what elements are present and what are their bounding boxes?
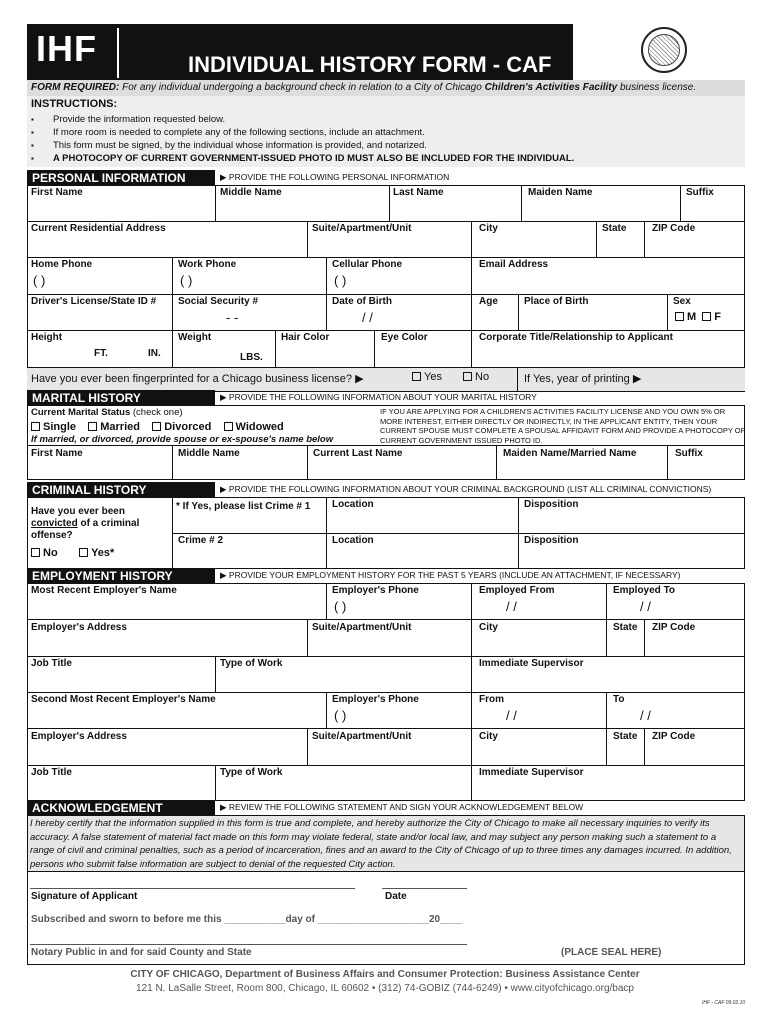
spouse-middle-name-label: Middle Name bbox=[178, 448, 240, 459]
ssn-hint: - - bbox=[226, 310, 239, 325]
crime-1-label: * If Yes, please list Crime # 1 bbox=[176, 501, 311, 512]
recent-employer-label: Most Recent Employer's Name bbox=[31, 585, 177, 596]
hair-color-label: Hair Color bbox=[281, 332, 330, 343]
acknowledgement-section-heading: ACKNOWLEDGEMENT bbox=[27, 800, 215, 815]
ssn-label: Social Security # bbox=[178, 296, 259, 307]
spouse-suffix-label: Suffix bbox=[675, 448, 703, 459]
conviction-no-text: No bbox=[43, 547, 58, 559]
logo-divider bbox=[117, 28, 119, 78]
fingerprint-yes-text: Yes bbox=[424, 371, 442, 383]
spouse-first-name-label: First Name bbox=[31, 448, 83, 459]
personal-section-note: ▶ PROVIDE THE FOLLOWING PERSONAL INFORMATION bbox=[220, 172, 450, 182]
caf-note-line: IF YOU ARE APPLYING FOR A CHILDREN'S ACTIVITIES FACILITY LICENSE AND YOU OWN 5% OR bbox=[380, 407, 726, 416]
crime-1-disposition-label: Disposition bbox=[524, 499, 579, 510]
acknowledgement-section-note: ▶ REVIEW THE FOLLOWING STATEMENT AND SIGN YOUR ACKNOWLEDGEMENT BELOW bbox=[220, 802, 584, 812]
date-label: Date bbox=[385, 891, 407, 902]
employed-to-label: Employed To bbox=[613, 585, 676, 596]
fingerprint-yes-checkbox[interactable] bbox=[412, 372, 421, 381]
conviction-question-line: offense? bbox=[31, 530, 73, 541]
marital-section-note: ▶ PROVIDE THE FOLLOWING INFORMATION ABOUT YOUR MARITAL HISTORY bbox=[220, 392, 537, 402]
second-from-hint: / / bbox=[506, 708, 517, 723]
widowed-text: Widowed bbox=[235, 421, 284, 433]
cell-phone-label: Cellular Phone bbox=[332, 259, 403, 270]
form-title: INDIVIDUAL HISTORY FORM - CAF bbox=[188, 52, 552, 77]
fingerprint-no-text: No bbox=[475, 371, 490, 383]
height-label: Height bbox=[31, 332, 63, 343]
single-checkbox[interactable] bbox=[31, 422, 40, 431]
married-text: Married bbox=[100, 421, 140, 433]
second-employer-suite-label: Suite/Apartment/Unit bbox=[312, 731, 412, 742]
sex-f-text: F bbox=[714, 311, 722, 323]
second-from-label: From bbox=[479, 694, 504, 705]
ihf-logo: IHF bbox=[36, 28, 97, 69]
employer-phone-hint: ( ) bbox=[334, 599, 347, 614]
second-employer-zip-label: ZIP Code bbox=[652, 731, 696, 742]
conviction-question-underlined: convicted bbox=[31, 518, 78, 529]
acknowledgement-text: I hereby certify that the information supplied in this form is true and complete, and hereby authorize the City of Chicago to make all necessary inquiries to verify its accuracy. A false statement of material fact made on this form may violate federal, state and/or local law, and may subject any person making such a statement to a range of civil and criminal penalties, such as a period of incarceration, fines and an award to the City of Chicago of up to three times any damages incurred. In addition, persons who submit false information are subject to denial of the requested City action. bbox=[30, 818, 732, 870]
inches-label: IN. bbox=[148, 348, 161, 359]
date-line[interactable] bbox=[382, 888, 467, 889]
state-label: State bbox=[602, 223, 627, 234]
dob-hint: / / bbox=[362, 310, 373, 325]
employer-state-label: State bbox=[613, 622, 638, 633]
marital-status-hint: (check one) bbox=[132, 407, 183, 418]
fingerprint-year-question: If Yes, year of printing ▶ bbox=[524, 373, 642, 385]
conviction-yes-text: Yes* bbox=[91, 547, 115, 559]
place-seal-label: (PLACE SEAL HERE) bbox=[561, 947, 662, 958]
fingerprint-no-option[interactable] bbox=[463, 371, 489, 383]
second-employer-address-label: Employer's Address bbox=[31, 731, 127, 742]
maiden-name-label: Maiden Name bbox=[528, 187, 593, 198]
instruction-item: ▪ This form must be signed, by the individual whose information is provided, and notarized. bbox=[31, 139, 574, 152]
place-of-birth-label: Place of Birth bbox=[524, 296, 589, 307]
pounds-label: LBS. bbox=[240, 352, 263, 363]
last-name-label: Last Name bbox=[393, 187, 444, 198]
employed-from-label: Employed From bbox=[479, 585, 555, 596]
license-label: Driver's License/State ID # bbox=[31, 296, 157, 307]
single-text: Single bbox=[43, 421, 77, 433]
footer-department: CITY OF CHICAGO, Department of Business Affairs and Consumer Protection: Business Assistance Center bbox=[130, 969, 640, 980]
fingerprint-no-checkbox[interactable] bbox=[463, 372, 472, 381]
supervisor-label: Immediate Supervisor bbox=[479, 658, 584, 669]
second-job-title-label: Job Title bbox=[31, 767, 72, 778]
notary-label: Notary Public in and for said County and State bbox=[31, 947, 252, 958]
home-phone-hint: ( ) bbox=[33, 273, 46, 288]
crime-2-disposition-label: Disposition bbox=[524, 535, 579, 546]
second-type-of-work-label: Type of Work bbox=[220, 767, 283, 778]
cell-phone-hint: ( ) bbox=[334, 273, 347, 288]
instructions-panel bbox=[27, 96, 745, 167]
divorced-checkbox[interactable] bbox=[152, 422, 161, 431]
suite-label: Suite/Apartment/Unit bbox=[312, 223, 412, 234]
crime-1-location-label: Location bbox=[332, 499, 374, 510]
employer-zip-label: ZIP Code bbox=[652, 622, 696, 633]
form-required-text: For any individual undergoing a background check in relation to a City of Chicago bbox=[122, 82, 482, 93]
spouse-maiden-name-label: Maiden Name/Married Name bbox=[503, 448, 637, 459]
caf-note-line: CURRENT SPOUSE MUST COMPLETE A SPOUSAL AFFIDAVIT FORM AND PROVIDE A PHOTOCOPY OF bbox=[380, 426, 746, 435]
form-required-tail: business license. bbox=[619, 82, 697, 93]
notary-line[interactable] bbox=[30, 944, 467, 945]
marital-section-heading: MARITAL HISTORY bbox=[27, 390, 215, 405]
instructions-heading: INSTRUCTIONS: bbox=[31, 98, 118, 110]
marital-status-label bbox=[31, 407, 183, 418]
employment-section-heading: EMPLOYMENT HISTORY bbox=[27, 568, 215, 583]
marital-status-text: Current Marital Status bbox=[31, 407, 131, 418]
eye-color-label: Eye Color bbox=[381, 332, 428, 343]
second-employer-phone-hint: ( ) bbox=[334, 708, 347, 723]
caf-spousal-note bbox=[380, 407, 745, 445]
feet-label: FT. bbox=[94, 348, 108, 359]
criminal-section-heading: CRIMINAL HISTORY bbox=[27, 482, 215, 497]
city-label: City bbox=[479, 223, 498, 234]
first-name-label: First Name bbox=[31, 187, 83, 198]
form-code: IHF - CAF 09.02.10 bbox=[702, 1000, 746, 1006]
conviction-question-line: of a criminal bbox=[80, 518, 140, 529]
employer-address-label: Employer's Address bbox=[31, 622, 127, 633]
sworn-statement: Subscribed and sworn to before me this ___________day of ____________________20____ bbox=[31, 914, 463, 925]
employer-suite-label: Suite/Apartment/Unit bbox=[312, 622, 412, 633]
marital-options bbox=[31, 421, 284, 433]
instruction-item: ▪ Provide the information requested below. bbox=[31, 113, 574, 126]
conviction-options bbox=[31, 547, 114, 559]
second-to-hint: / / bbox=[640, 708, 651, 723]
type-of-work-label: Type of Work bbox=[220, 658, 283, 669]
second-employer-label: Second Most Recent Employer's Name bbox=[31, 694, 216, 705]
home-phone-label: Home Phone bbox=[31, 259, 93, 270]
suffix-label: Suffix bbox=[686, 187, 714, 198]
conviction-question bbox=[31, 506, 139, 542]
conviction-question-line: Have you ever been bbox=[31, 506, 125, 517]
job-title-label: Job Title bbox=[31, 658, 72, 669]
second-to-label: To bbox=[613, 694, 625, 705]
sex-m-checkbox[interactable] bbox=[675, 312, 684, 321]
zip-label: ZIP Code bbox=[652, 223, 696, 234]
title-relationship-label: Corporate Title/Relationship to Applicant bbox=[479, 332, 673, 343]
personal-info-frame bbox=[27, 185, 745, 392]
second-employer-state-label: State bbox=[613, 731, 638, 742]
middle-name-label: Middle Name bbox=[220, 187, 282, 198]
work-phone-hint: ( ) bbox=[180, 273, 193, 288]
sex-m-text: M bbox=[687, 311, 697, 323]
fingerprint-yes-option[interactable] bbox=[412, 371, 442, 383]
widowed-checkbox[interactable] bbox=[224, 422, 233, 431]
instruction-item: ▪ If more room is needed to complete any of the following sections, include an attachment. bbox=[31, 126, 574, 139]
crime-2-label: Crime # 2 bbox=[178, 535, 224, 546]
form-required-label: FORM REQUIRED: bbox=[31, 82, 120, 93]
conviction-yes-checkbox[interactable] bbox=[79, 548, 88, 557]
caf-note-line: CURRENT GOVERNMENT ISSUED PHOTO ID. bbox=[380, 435, 543, 445]
footer-address: 121 N. LaSalle Street, Room 800, Chicago, IL 60602 • (312) 74-GOBIZ (744-6249) • www.cityofchicago.org/bacp bbox=[135, 983, 634, 994]
city-seal-icon bbox=[641, 27, 687, 73]
married-checkbox[interactable] bbox=[88, 422, 97, 431]
sex-f-checkbox[interactable] bbox=[702, 312, 711, 321]
employed-to-hint: / / bbox=[640, 599, 651, 614]
employer-phone-label: Employer's Phone bbox=[332, 585, 419, 596]
instruction-item: ▪ A PHOTOCOPY OF CURRENT GOVERNMENT-ISSUED PHOTO ID MUST ALSO BE INCLUDED FOR THE INDIVIDUAL. bbox=[31, 152, 574, 165]
spouse-note: If married, or divorced, provide spouse or ex-spouse's name below bbox=[31, 434, 334, 445]
criminal-section-note: ▶ PROVIDE THE FOLLOWING INFORMATION ABOUT YOUR CRIMINAL BACKGROUND (LIST ALL CRIMINAL CONVICTIONS) bbox=[220, 484, 712, 494]
divorced-text: Divorced bbox=[164, 421, 212, 433]
employer-city-label: City bbox=[479, 622, 498, 633]
sex-options bbox=[675, 311, 721, 323]
sex-label: Sex bbox=[673, 296, 691, 307]
dob-label: Date of Birth bbox=[332, 296, 392, 307]
second-employer-city-label: City bbox=[479, 731, 498, 742]
employment-section-note: ▶ PROVIDE YOUR EMPLOYMENT HISTORY FOR THE PAST 5 YEARS (INCLUDE AN ATTACHMENT, IF NECESSARY) bbox=[220, 570, 681, 580]
address-label: Current Residential Address bbox=[31, 223, 166, 234]
employed-from-hint: / / bbox=[506, 599, 517, 614]
fingerprint-question: Have you ever been fingerprinted for a Chicago business license? ▶ bbox=[31, 373, 364, 385]
second-supervisor-label: Immediate Supervisor bbox=[479, 767, 584, 778]
age-label: Age bbox=[479, 296, 498, 307]
personal-section-heading: PERSONAL INFORMATION bbox=[27, 170, 215, 185]
caf-note-line: MORE INTEREST, EITHER DIRECTLY OR INDIRECTLY, IN THE APPLICANT ENTITY, THEN YOUR bbox=[380, 416, 718, 426]
signature-label: Signature of Applicant bbox=[31, 891, 138, 902]
weight-label: Weight bbox=[178, 332, 212, 343]
form-required-bold: Children's Activities Facility bbox=[484, 82, 618, 93]
spouse-last-name-label: Current Last Name bbox=[313, 448, 403, 459]
signature-line[interactable] bbox=[30, 888, 355, 889]
crime-2-location-label: Location bbox=[332, 535, 374, 546]
conviction-no-checkbox[interactable] bbox=[31, 548, 40, 557]
work-phone-label: Work Phone bbox=[178, 259, 237, 270]
email-label: Email Address bbox=[479, 259, 549, 270]
form-required-bar bbox=[27, 80, 745, 96]
instructions-list bbox=[31, 113, 574, 165]
second-employer-phone-label: Employer's Phone bbox=[332, 694, 419, 705]
